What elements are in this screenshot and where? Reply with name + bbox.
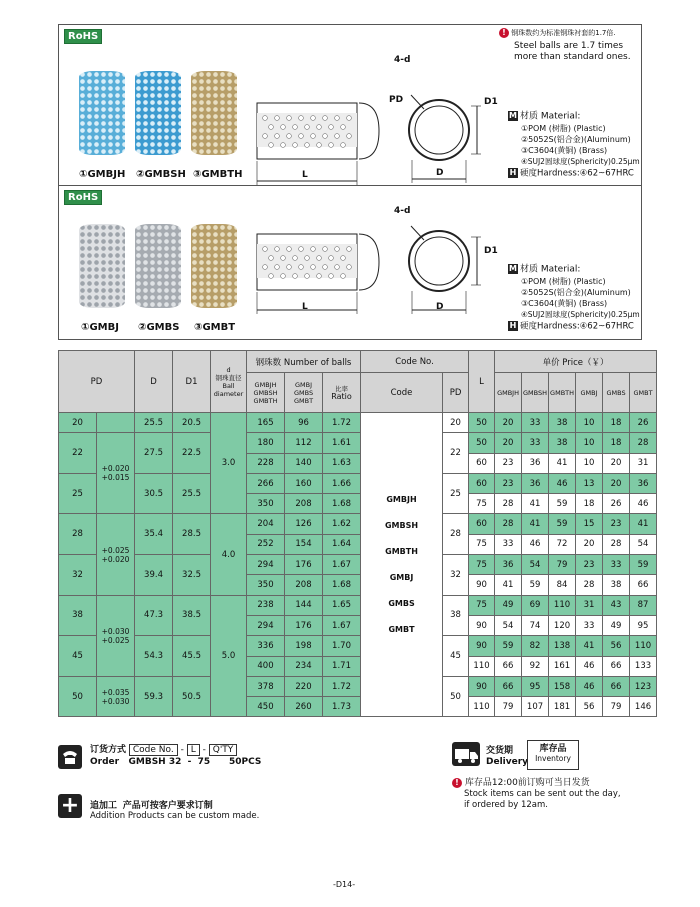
l-cell: 75 [469,534,495,554]
price-cell: 46 [576,676,603,696]
d-cell: 27.5 [135,433,173,474]
ratio-cell: 1.72 [323,676,361,696]
material-title: M 材质 Material: [509,111,581,122]
gmbt-product-image [191,224,237,308]
tolerance-cell: +0.020 +0.015 [97,433,135,514]
gmbjh-product-image [79,71,125,155]
header-ball-diameter: d 钢珠直径 Ball diameter [211,351,247,413]
product-label: ②GMBSH [136,169,186,180]
balls-std-cell: 234 [285,656,323,676]
price-cell: 38 [549,413,576,433]
l-cell: 60 [469,453,495,473]
balls-std-cell: 260 [285,697,323,717]
header-price-col: GMBTH [549,373,576,413]
balls-std-cell: 144 [285,595,323,615]
header-balls-h: GMBJH GMBSH GMBTH [247,373,285,413]
code-list-cell [361,413,443,717]
order-code-box: Code No. [129,744,178,756]
price-cell: 66 [495,656,522,676]
technical-drawing [249,55,509,185]
header-code-pd: PD [443,373,469,413]
price-cell: 23 [603,514,630,534]
d1-cell: 28.5 [173,514,211,555]
inventory-badge: 库存品 Inventory [527,740,579,770]
spec-price-table [58,350,657,717]
code-pd-cell: 32 [443,555,469,596]
balls-std-cell: 176 [285,555,323,575]
price-cell: 138 [549,636,576,656]
l-cell: 110 [469,697,495,717]
price-cell: 38 [603,575,630,595]
ratio-cell: 1.70 [323,636,361,656]
price-cell: 95 [630,615,657,635]
pd-cell: 50 [59,676,97,717]
code-pd-cell: 20 [443,413,469,433]
price-cell: 59 [630,555,657,575]
delivery-label-en: Delivery [486,757,529,767]
tolerance-cell: +0.025 +0.020 [97,514,135,595]
dim-d1-label: D1 [484,246,498,256]
price-cell: 41 [549,453,576,473]
price-cell: 41 [576,636,603,656]
dim-d-label: D [436,168,444,178]
pd-cell: 45 [59,636,97,677]
price-cell: 43 [603,595,630,615]
price-cell: 23 [495,453,522,473]
price-cell: 54 [495,615,522,635]
price-cell: 33 [576,615,603,635]
header-d: D [135,351,173,413]
gmbth-product-image [191,71,237,155]
material-title: M 材质 Material: [509,264,581,275]
technical-drawing [249,206,509,336]
order-l-box: L [187,744,200,756]
price-cell: 41 [522,514,549,534]
price-cell: 23 [495,473,522,493]
l-cell: 50 [469,433,495,453]
balls-std-cell: 112 [285,433,323,453]
price-cell: 49 [603,615,630,635]
price-cell: 41 [522,494,549,514]
steel-ball-note-en: more than standard ones. [514,52,631,62]
price-cell: 54 [630,534,657,554]
price-cell: 146 [630,697,657,717]
material-item: ②5052S(铝合金)(Aluminum) [521,288,631,297]
price-cell: 120 [549,615,576,635]
rohs-badge: RoHS [64,190,102,205]
product-label: ①GMBJ [81,322,119,333]
price-cell: 20 [576,534,603,554]
l-cell: 75 [469,494,495,514]
balls-h-cell: 238 [247,595,285,615]
product-panel-cage [58,186,642,340]
l-cell: 90 [469,676,495,696]
product-label: ①GMBJH [79,169,126,180]
rohs-badge: RoHS [64,29,102,44]
balls-h-cell: 450 [247,697,285,717]
header-balls-std: GMBJ GMBS GMBT [285,373,323,413]
price-cell: 10 [576,413,603,433]
price-cell: 66 [630,575,657,595]
ball-diameter-cell: 3.0 [211,413,247,514]
price-cell: 46 [549,473,576,493]
price-cell: 46 [630,494,657,514]
price-cell: 87 [630,595,657,615]
price-cell: 110 [549,595,576,615]
gmbs-product-image [135,224,181,308]
price-cell: 41 [495,575,522,595]
d1-cell: 38.5 [173,595,211,636]
price-cell: 46 [576,656,603,676]
price-cell: 36 [630,473,657,493]
pd-cell: 22 [59,433,97,474]
price-cell: 110 [630,636,657,656]
l-cell: 75 [469,555,495,575]
balls-std-cell: 154 [285,534,323,554]
balls-h-cell: 228 [247,453,285,473]
ratio-cell: 1.66 [323,473,361,493]
price-cell: 79 [549,555,576,575]
header-code-no: Code No. [361,351,469,373]
product-label: ③GMBTH [193,169,243,180]
price-cell: 59 [522,575,549,595]
code-item: GMBJH [386,494,417,504]
d-cell: 39.4 [135,555,173,596]
table-row [59,636,657,656]
price-cell: 84 [549,575,576,595]
price-cell: 20 [603,473,630,493]
material-icon: M [509,111,517,120]
balls-h-cell: 400 [247,656,285,676]
price-cell: 20 [495,413,522,433]
material-item: ④SUJ2圆球度(Sphericity)0.25μm [521,310,640,319]
pd-cell: 38 [59,595,97,636]
balls-std-cell: 208 [285,494,323,514]
d1-cell: 22.5 [173,433,211,474]
ball-diameter-cell: 4.0 [211,514,247,595]
delivery-note: ! 库存品12:00前订购可当日发货 [452,775,590,788]
phone-icon [58,745,82,769]
d-cell: 25.5 [135,413,173,433]
table-row [59,514,657,534]
material-item: ①POM (树脂) (Plastic) [521,124,606,133]
price-cell: 46 [522,534,549,554]
balls-std-cell: 126 [285,514,323,534]
spec-table-body [59,413,657,717]
price-cell: 36 [522,473,549,493]
balls-h-cell: 378 [247,676,285,696]
warning-icon: ! [499,28,509,38]
header-price: 单价 Price（￥） [495,351,657,373]
header-pd: PD [59,351,135,413]
d1-cell: 45.5 [173,636,211,677]
balls-h-cell: 180 [247,433,285,453]
tolerance-cell: +0.030 +0.025 [97,595,135,676]
price-cell: 79 [495,697,522,717]
balls-std-cell: 140 [285,453,323,473]
price-cell: 54 [522,555,549,575]
dim-small-d-label: 4-d [394,206,411,216]
code-pd-cell: 22 [443,433,469,474]
tolerance-cell [97,413,135,433]
price-cell: 133 [630,656,657,676]
hardness-icon: H [509,321,517,330]
delivery-note-en: Stock items can be sent out the day, [464,789,621,799]
price-cell: 36 [495,555,522,575]
price-cell: 36 [522,453,549,473]
addition-info-en: Addition Products can be custom made. [90,811,260,821]
price-cell: 10 [576,433,603,453]
ratio-cell: 1.64 [323,534,361,554]
price-cell: 23 [576,555,603,575]
ratio-cell: 1.63 [323,453,361,473]
l-cell: 75 [469,595,495,615]
ball-diameter-cell: 5.0 [211,595,247,717]
steel-ball-note: ! 钢珠数约为标准钢珠衬套的1.7倍. [499,28,616,40]
price-cell: 33 [522,413,549,433]
price-cell: 69 [522,595,549,615]
price-cell: 59 [495,636,522,656]
balls-std-cell: 220 [285,676,323,696]
warning-icon: ! [452,778,462,788]
price-cell: 181 [549,697,576,717]
code-item: GMBSH [384,520,419,530]
ratio-cell: 1.61 [323,433,361,453]
dim-d-label: D [436,302,444,312]
header-number-of-balls: 钢珠数 Number of balls [247,351,361,373]
header-d1: D1 [173,351,211,413]
order-qty-box: Q'TY [209,744,238,756]
d1-cell: 25.5 [173,473,211,514]
header-price-col: GMBJ [576,373,603,413]
d-cell: 54.3 [135,636,173,677]
price-cell: 59 [549,514,576,534]
delivery-label-cn: 交货期 [486,746,514,756]
l-cell: 90 [469,636,495,656]
price-cell: 28 [495,494,522,514]
price-cell: 18 [603,433,630,453]
header-price-col: GMBT [630,373,657,413]
price-cell: 92 [522,656,549,676]
l-cell: 50 [469,413,495,433]
code-item: GMBJ [389,572,414,582]
d-cell: 30.5 [135,473,173,514]
ratio-cell: 1.68 [323,494,361,514]
gmbsh-product-image [135,71,181,155]
l-cell: 90 [469,615,495,635]
code-item: GMBT [388,624,415,634]
balls-h-cell: 252 [247,534,285,554]
price-cell: 74 [522,615,549,635]
balls-h-cell: 204 [247,514,285,534]
price-cell: 82 [522,636,549,656]
price-cell: 10 [576,453,603,473]
price-cell: 26 [630,413,657,433]
addition-info: 追加工 产品可按客户要求订制 [90,801,213,811]
balls-std-cell: 160 [285,473,323,493]
balls-h-cell: 165 [247,413,285,433]
ratio-cell: 1.62 [323,514,361,534]
price-cell: 79 [603,697,630,717]
order-method: 订货方式 Code No. - L - Q'TY [90,742,237,756]
l-cell: 60 [469,514,495,534]
delivery-note-en: if ordered by 12am. [464,800,548,810]
price-cell: 31 [576,595,603,615]
d1-cell: 20.5 [173,413,211,433]
table-row [59,676,657,696]
product-label: ③GMBT [194,322,236,333]
balls-std-cell: 176 [285,615,323,635]
ratio-cell: 1.67 [323,615,361,635]
price-cell: 31 [630,453,657,473]
price-cell: 161 [549,656,576,676]
material-item: ④SUJ2圆球度(Sphericity)0.25μm [521,157,640,166]
price-cell: 15 [576,514,603,534]
material-item: ①POM (树脂) (Plastic) [521,277,606,286]
ratio-cell: 1.68 [323,575,361,595]
material-item: ③C3604(黄铜) (Brass) [521,146,608,155]
price-cell: 33 [522,433,549,453]
dim-small-d-label: 4-d [394,55,411,65]
balls-std-cell: 96 [285,413,323,433]
price-cell: 66 [603,676,630,696]
material-item: ③C3604(黄铜) (Brass) [521,299,608,308]
page-number: -D14- [333,880,356,889]
pd-cell: 25 [59,473,97,514]
price-cell: 18 [576,494,603,514]
plus-icon: + [58,794,82,818]
d1-cell: 32.5 [173,555,211,596]
table-row [59,595,657,615]
material-item: ②5052S(铝合金)(Aluminum) [521,135,631,144]
material-icon: M [509,264,517,273]
table-row [59,473,657,493]
price-cell: 56 [603,636,630,656]
code-pd-cell: 25 [443,473,469,514]
dim-d1-label: D1 [484,97,498,107]
dim-pd-label: PD [389,95,404,105]
table-row [59,433,657,453]
pd-cell: 28 [59,514,97,555]
price-cell: 59 [549,494,576,514]
price-cell: 20 [495,433,522,453]
d1-cell: 50.5 [173,676,211,717]
balls-h-cell: 294 [247,615,285,635]
code-item: GMBS [388,598,415,608]
ratio-cell: 1.65 [323,595,361,615]
l-cell: 110 [469,656,495,676]
ratio-cell: 1.71 [323,656,361,676]
code-pd-cell: 45 [443,636,469,677]
price-cell: 26 [603,494,630,514]
table-row [59,413,657,433]
gmbj-product-image [79,224,125,308]
price-cell: 72 [549,534,576,554]
price-cell: 38 [549,433,576,453]
hardness-info: H 硬度Hardness:④62~67HRC [509,321,634,332]
code-pd-cell: 38 [443,595,469,636]
tolerance-cell: +0.035 +0.030 [97,676,135,717]
balls-h-cell: 294 [247,555,285,575]
price-cell: 56 [576,697,603,717]
code-pd-cell: 28 [443,514,469,555]
price-cell: 107 [522,697,549,717]
balls-h-cell: 336 [247,636,285,656]
hardness-info: H 硬度Hardness:④62~67HRC [509,168,634,179]
header-ratio: 比率 Ratio [323,373,361,413]
balls-h-cell: 350 [247,494,285,514]
ratio-cell: 1.72 [323,413,361,433]
price-cell: 158 [549,676,576,696]
table-row [59,555,657,575]
header-price-col: GMBJH [495,373,522,413]
price-cell: 33 [603,555,630,575]
header-price-col: GMBS [603,373,630,413]
hardness-icon: H [509,168,517,177]
price-cell: 33 [495,534,522,554]
d-cell: 35.4 [135,514,173,555]
price-cell: 41 [630,514,657,534]
steel-ball-note-en: Steel balls are 1.7 times [514,41,624,51]
balls-std-cell: 198 [285,636,323,656]
price-cell: 49 [495,595,522,615]
balls-std-cell: 208 [285,575,323,595]
ratio-cell: 1.73 [323,697,361,717]
price-cell: 123 [630,676,657,696]
price-cell: 28 [630,433,657,453]
header-price-col: GMBSH [522,373,549,413]
product-label: ②GMBS [138,322,180,333]
balls-h-cell: 350 [247,575,285,595]
price-cell: 95 [522,676,549,696]
product-panel-cage-h [58,24,642,186]
order-example: Order GMBSH 32 - 75 50PCS [90,757,262,767]
price-cell: 13 [576,473,603,493]
truck-icon [452,742,480,766]
balls-h-cell: 266 [247,473,285,493]
l-cell: 90 [469,575,495,595]
pd-cell: 32 [59,555,97,596]
price-cell: 28 [603,534,630,554]
d-cell: 47.3 [135,595,173,636]
header-l: L [469,351,495,413]
price-cell: 20 [603,453,630,473]
l-cell: 60 [469,473,495,493]
dim-l-label: L [302,302,308,312]
price-cell: 18 [603,413,630,433]
price-cell: 28 [576,575,603,595]
code-pd-cell: 50 [443,676,469,717]
code-item: GMBTH [385,546,418,556]
price-cell: 28 [495,514,522,534]
dim-l-label: L [302,170,308,180]
price-cell: 66 [495,676,522,696]
header-code: Code [361,373,443,413]
ratio-cell: 1.67 [323,555,361,575]
d-cell: 59.3 [135,676,173,717]
pd-cell: 20 [59,413,97,433]
price-cell: 66 [603,656,630,676]
